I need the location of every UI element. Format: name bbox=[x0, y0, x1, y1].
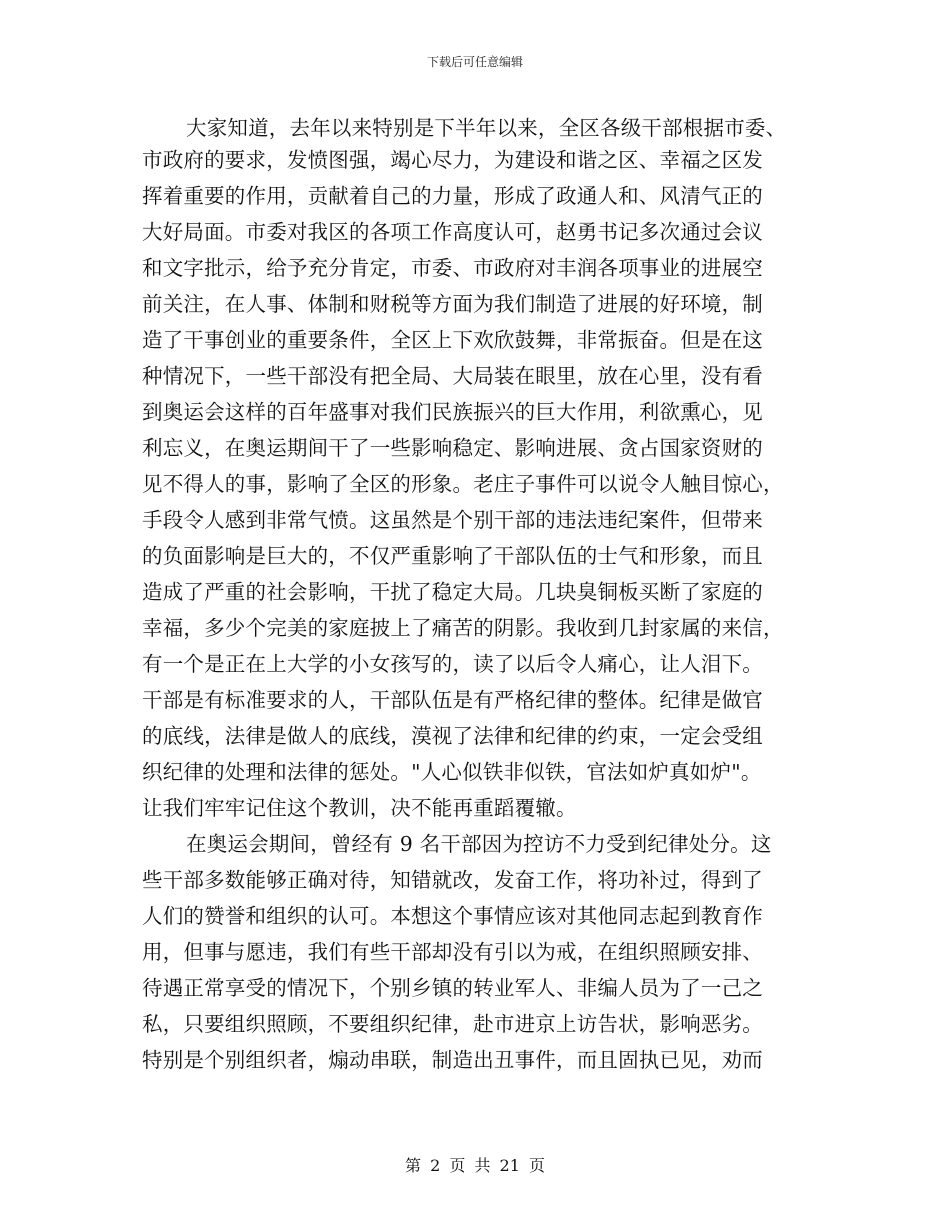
paragraph-2-line-1: 在奥运会期间，曾经有 9 名干部因为控访不力受到纪律处分。这 bbox=[186, 832, 772, 856]
paragraph-1-line-19: 织纪律的处理和法律的惩处。"人心似铁非似铁，官法如炉真如炉"。 bbox=[142, 760, 762, 784]
paragraph-1-line-14: 造成了严重的社会影响，干扰了稳定大局。几块臭铜板买断了家庭的 bbox=[142, 580, 763, 604]
paragraph-2-line-4: 用，但事与愿违，我们有些干部却没有引以为戒，在组织照顾安排、 bbox=[142, 940, 763, 964]
paragraph-1-line-1: 大家知道，去年以来特别是下半年以来，全区各级干部根据市委、 bbox=[186, 116, 787, 140]
paragraph-1-line-9: 到奥运会这样的百年盛事对我们民族振兴的巨大作用，利欲熏心，见 bbox=[142, 400, 763, 424]
paragraph-1-line-10: 利忘义，在奥运期间干了一些影响稳定、影响进展、贪占国家资财的 bbox=[142, 436, 763, 460]
paragraph-2-line-6: 私，只要组织照顾，不要组织纪律，赴市进京上访告状，影响恶劣。 bbox=[142, 1012, 763, 1036]
paragraph-1-line-20: 让我们牢牢记住这个教训，决不能再重蹈覆辙。 bbox=[142, 796, 577, 820]
paragraph-2-line-5: 待遇正常享受的情况下，个别乡镇的转业军人、非编人员为了一己之 bbox=[142, 976, 763, 1000]
paragraph-1-line-15: 幸福，多少个完美的家庭披上了痛苦的阴影。我收到几封家属的来信， bbox=[142, 616, 784, 640]
paragraph-2-line-7: 特别是个别组织者，煽动串联，制造出丑事件，而且固执已见，劝而 bbox=[142, 1048, 763, 1072]
paragraph-1-line-8: 种情况下，一些干部没有把全局、大局装在眼里，放在心里，没有看 bbox=[142, 364, 763, 388]
paragraph-1-line-12: 手段令人感到非常气愤。这虽然是个别干部的违法违纪案件，但带来 bbox=[142, 508, 763, 532]
paragraph-1-line-18: 的底线，法律是做人的底线，漠视了法律和纪律的约束，一定会受组 bbox=[142, 724, 763, 748]
paragraph-1-line-3: 挥着重要的作用，贡献着自己的力量，形成了政通人和、风清气正的 bbox=[142, 184, 763, 208]
paragraph-2-line-3: 人们的赞誉和组织的认可。本想这个事情应该对其他同志起到教育作 bbox=[142, 904, 763, 928]
paragraph-1-line-16: 有一个是正在上大学的小女孩写的，读了以后令人痛心，让人泪下。 bbox=[142, 652, 763, 676]
paragraph-1-line-5: 和文字批示，给予充分肯定，市委、市政府对丰润各项事业的进展空 bbox=[142, 256, 763, 280]
paragraph-1-line-7: 造了干事创业的重要条件，全区上下欢欣鼓舞，非常振奋。但是在这 bbox=[142, 328, 763, 352]
paragraph-1-line-13: 的负面影响是巨大的，不仅严重影响了干部队伍的士气和形象，而且 bbox=[142, 544, 763, 568]
page-number-footer: 第 2 页 共 21 页 bbox=[405, 1156, 545, 1175]
paragraph-1-line-4: 大好局面。市委对我区的各项工作高度认可，赵勇书记多次通过会议 bbox=[142, 220, 763, 244]
paragraph-1-line-2: 市政府的要求，发愤图强，竭心尽力，为建设和谐之区、幸福之区发 bbox=[142, 148, 763, 172]
paragraph-2-line-2: 些干部多数能够正确对待，知错就改，发奋工作，将功补过，得到了 bbox=[142, 868, 763, 892]
paragraph-1-line-11: 见不得人的事，影响了全区的形象。老庄子事件可以说令人触目惊心， bbox=[142, 472, 784, 496]
page-header: 下载后可任意编辑 bbox=[426, 55, 523, 69]
paragraph-1-line-17: 干部是有标准要求的人，干部队伍是有严格纪律的整体。纪律是做官 bbox=[142, 688, 763, 712]
paragraph-1-line-6: 前关注，在人事、体制和财税等方面为我们制造了进展的好环境，制 bbox=[142, 292, 763, 316]
